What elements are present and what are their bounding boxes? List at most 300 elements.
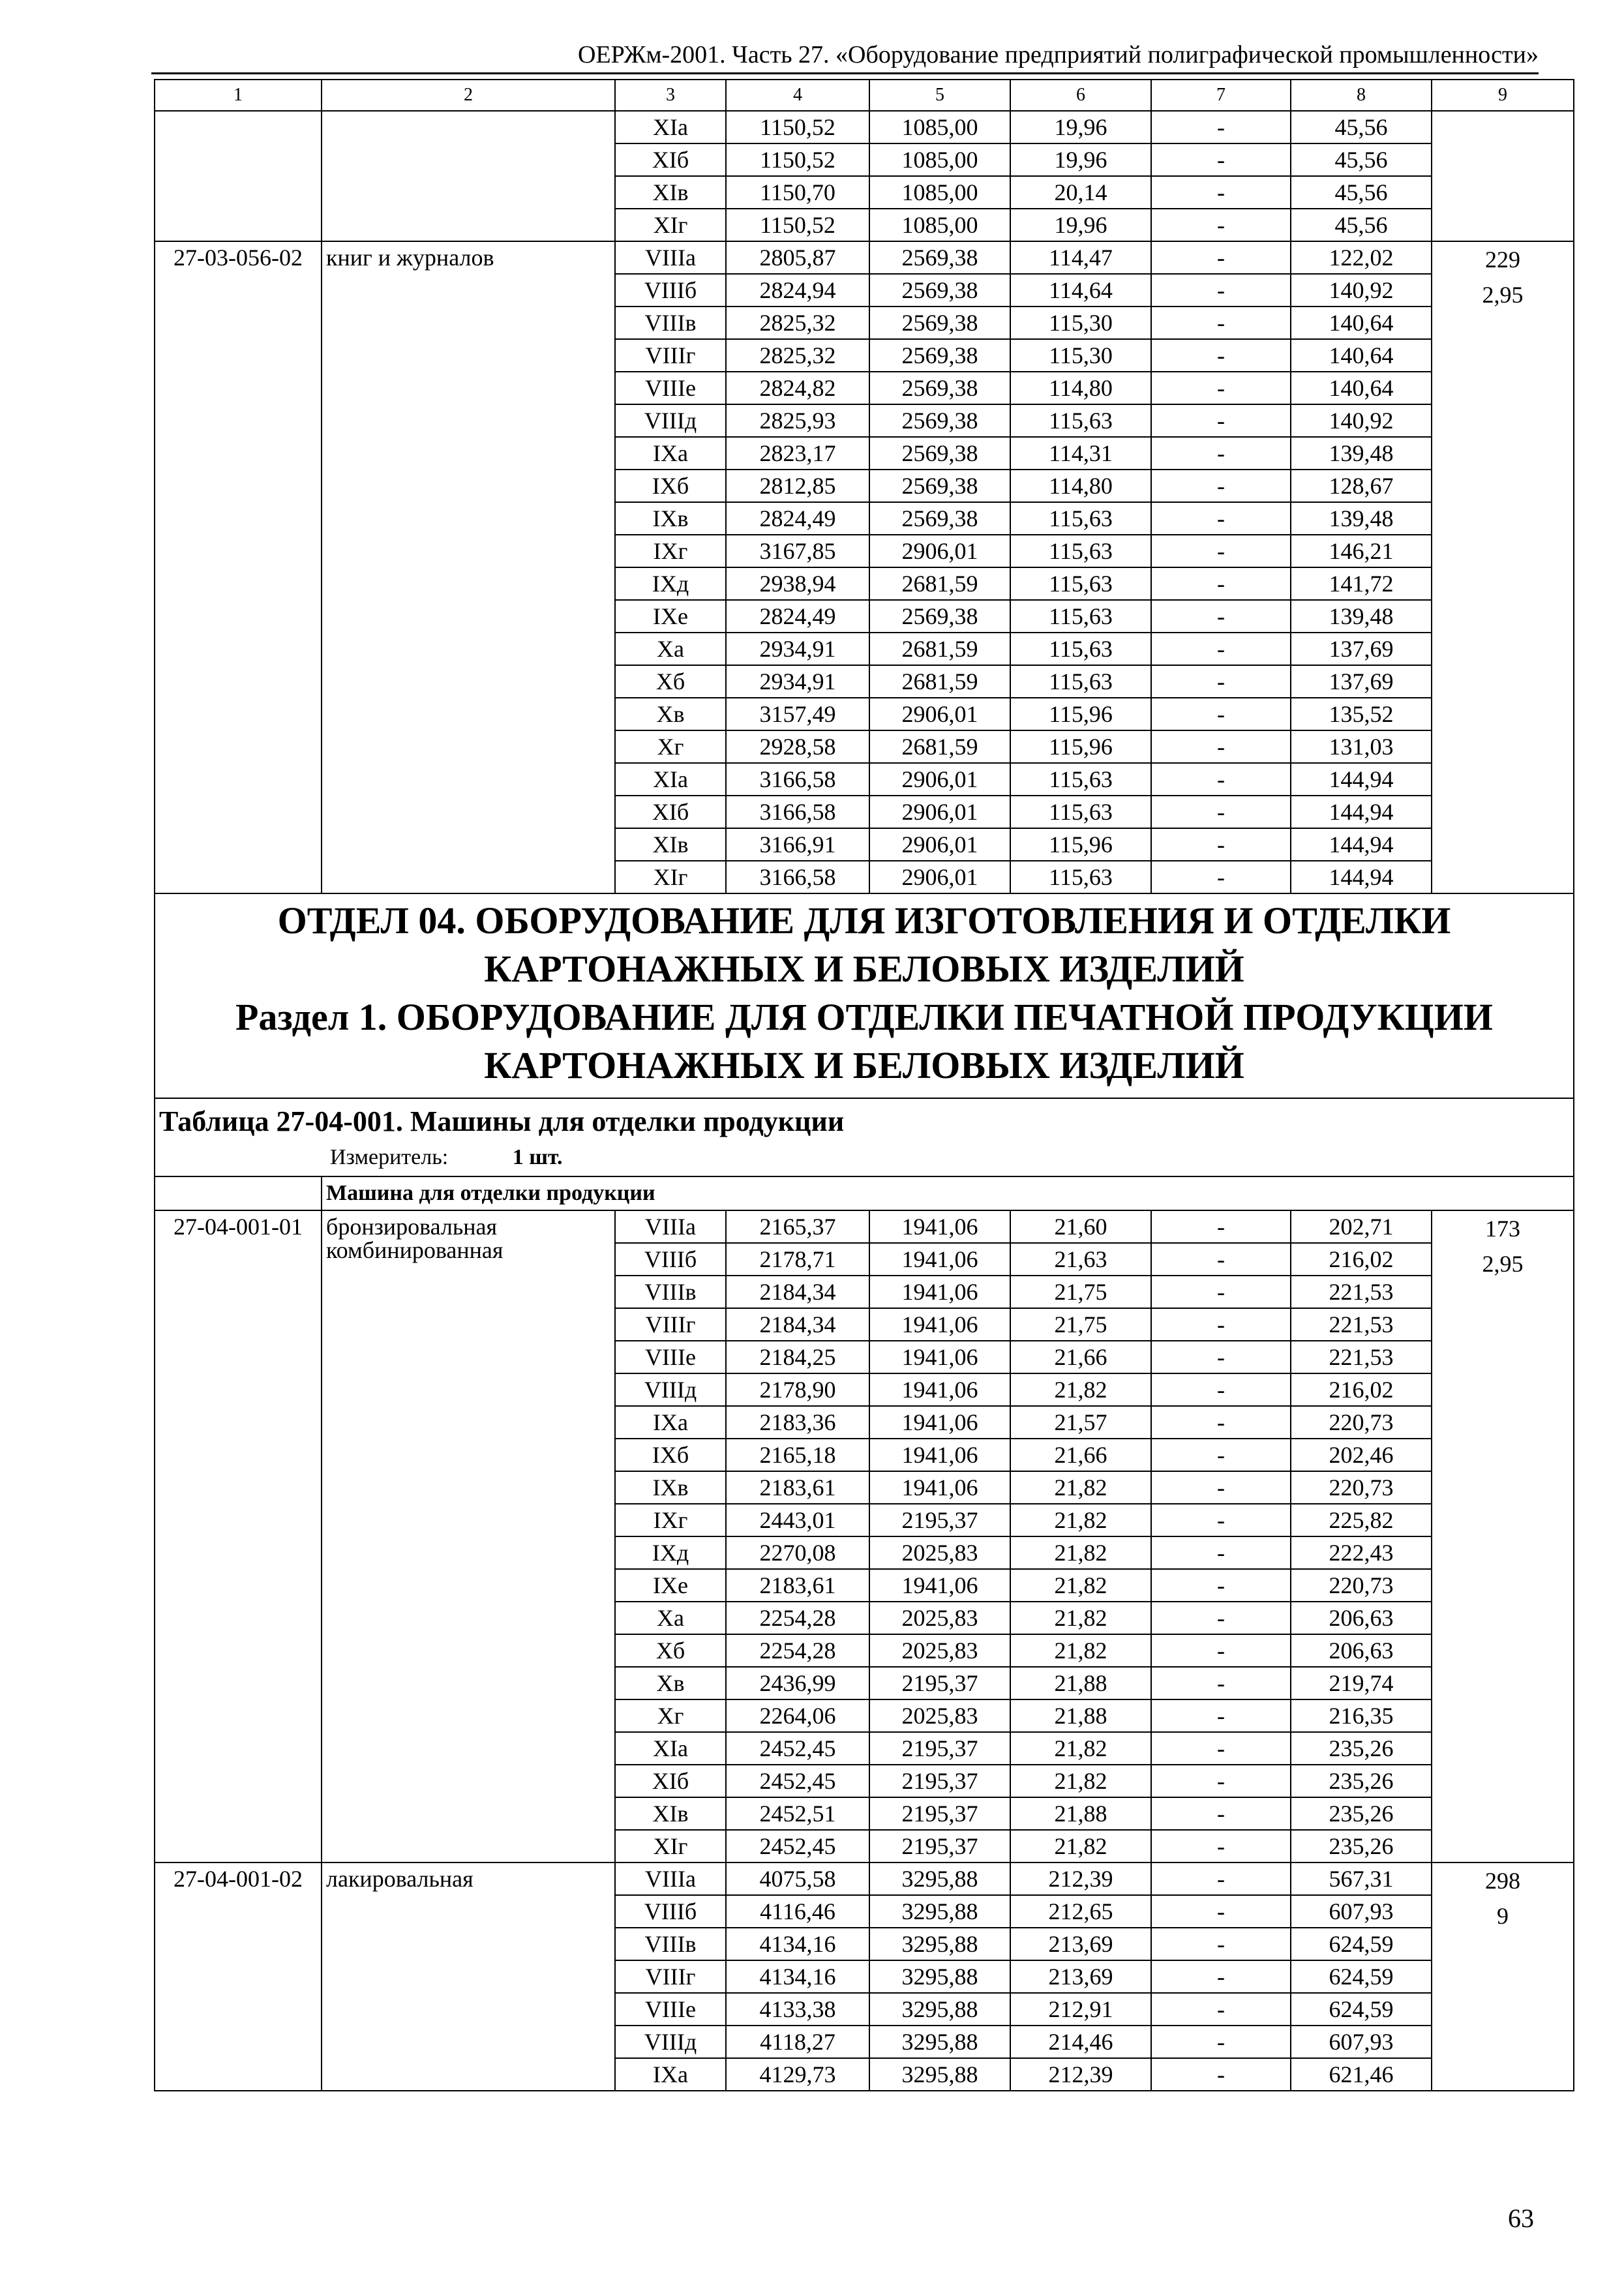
rate-value: 2,95: [1482, 1251, 1524, 1277]
table-cell: 21,82: [1010, 1504, 1151, 1536]
table-cell: -: [1151, 1602, 1291, 1634]
table-cell: -: [1151, 176, 1291, 209]
table-cell: VIIIд: [615, 2026, 726, 2058]
table-cell: 1150,52: [726, 143, 869, 176]
table-cell: -: [1151, 143, 1291, 176]
table-row: [155, 1210, 1574, 1243]
table-cell: XIа: [615, 1732, 726, 1765]
table-cell: 21,57: [1010, 1406, 1151, 1439]
measure-line: [155, 1142, 1573, 1176]
table-cell: -: [1151, 1373, 1291, 1406]
table-cell: XIа: [615, 763, 726, 796]
table-cell: VIIIб: [615, 274, 726, 307]
table-cell: 1150,52: [726, 209, 869, 241]
table-cell: 3166,91: [726, 828, 869, 861]
table-cell: 2681,59: [869, 567, 1010, 600]
table-cell: 139,48: [1291, 600, 1432, 633]
subheading: Машина для отделки продукции: [322, 1176, 1574, 1210]
table-cell: 144,94: [1291, 828, 1432, 861]
table-cell: 1941,06: [869, 1439, 1010, 1471]
table-cell: -: [1151, 1243, 1291, 1276]
table-cell: Xг: [615, 1699, 726, 1732]
table-cell: 2823,17: [726, 437, 869, 470]
table-cell: -: [1151, 763, 1291, 796]
table-cell: 115,63: [1010, 633, 1151, 665]
table-cell: 21,88: [1010, 1797, 1151, 1830]
table-cell: 45,56: [1291, 209, 1432, 241]
table-cell: 212,39: [1010, 1863, 1151, 1895]
table-cell: 4075,58: [726, 1863, 869, 1895]
table-cell: 115,63: [1010, 404, 1151, 437]
table-cell: -: [1151, 274, 1291, 307]
table-cell: 21,66: [1010, 1341, 1151, 1373]
table-cell: IXе: [615, 600, 726, 633]
table-cell: -: [1151, 1341, 1291, 1373]
table-cell: -: [1151, 535, 1291, 567]
table-cell: 115,63: [1010, 796, 1151, 828]
table-cell: -: [1151, 1634, 1291, 1667]
table-cell: XIг: [615, 861, 726, 893]
table-cell: 3166,58: [726, 796, 869, 828]
table-cell: 225,82: [1291, 1504, 1432, 1536]
section-heading: [155, 893, 1574, 1098]
table-cell: -: [1151, 1406, 1291, 1439]
table-cell: -: [1151, 1667, 1291, 1699]
table-cell: 2452,45: [726, 1765, 869, 1797]
section-heading-block: [155, 893, 1574, 1210]
table-cell: 2195,37: [869, 1667, 1010, 1699]
resource-name: книг и журналов: [322, 241, 615, 893]
rate-cell: [1432, 241, 1574, 893]
table-cell: 3295,88: [869, 1895, 1010, 1928]
section-title-line: КАРТОНАЖНЫХ И БЕЛОВЫХ ИЗДЕЛИЙ: [484, 948, 1244, 990]
table-cell: -: [1151, 1439, 1291, 1471]
table-cell: 21,66: [1010, 1439, 1151, 1471]
table-cell: 1085,00: [869, 143, 1010, 176]
rate-value: 173: [1485, 1216, 1520, 1242]
table-cell: VIIIв: [615, 1276, 726, 1308]
table-cell: VIIIа: [615, 1863, 726, 1895]
table-cell: 2825,32: [726, 307, 869, 339]
rates-table: [154, 79, 1574, 2091]
table-cell: 19,96: [1010, 209, 1151, 241]
table-cell: 4116,46: [726, 1895, 869, 1928]
table-cell: -: [1151, 567, 1291, 600]
table-cell: 139,48: [1291, 502, 1432, 535]
resource-code: [155, 111, 322, 241]
table-cell: 115,96: [1010, 698, 1151, 730]
table-cell: 206,63: [1291, 1634, 1432, 1667]
table-cell: 21,82: [1010, 1569, 1151, 1602]
table-cell: 1085,00: [869, 176, 1010, 209]
table-cell: 2025,83: [869, 1602, 1010, 1634]
table-cell: 202,71: [1291, 1210, 1432, 1243]
table-cell: 140,92: [1291, 404, 1432, 437]
measure-unit: 1 шт.: [512, 1145, 563, 1169]
table-cell: 21,88: [1010, 1699, 1151, 1732]
table-cell: 2436,99: [726, 1667, 869, 1699]
table-cell: 115,96: [1010, 730, 1151, 763]
table-cell: -: [1151, 1536, 1291, 1569]
table-title-cell: [155, 1098, 1574, 1176]
table-cell: 115,63: [1010, 600, 1151, 633]
table-cell: IXа: [615, 1406, 726, 1439]
table-cell: -: [1151, 1895, 1291, 1928]
column-number: 5: [869, 80, 1010, 111]
table-cell: 115,63: [1010, 763, 1151, 796]
table-cell: IXб: [615, 1439, 726, 1471]
table-cell: 1941,06: [869, 1569, 1010, 1602]
table-cell: -: [1151, 861, 1291, 893]
table-cell: 2178,71: [726, 1243, 869, 1276]
table-cell: 607,93: [1291, 2026, 1432, 2058]
table-cell: 115,63: [1010, 567, 1151, 600]
table-cell: 21,75: [1010, 1308, 1151, 1341]
subsection-title-line: КАРТОНАЖНЫХ И БЕЛОВЫХ ИЗДЕЛИЙ: [484, 1044, 1244, 1086]
table-cell: 2443,01: [726, 1504, 869, 1536]
table-cell: 220,73: [1291, 1471, 1432, 1504]
table-cell: 140,64: [1291, 372, 1432, 404]
table-cell: 1941,06: [869, 1243, 1010, 1276]
table-cell: 3295,88: [869, 1928, 1010, 1960]
table-cell: 2824,49: [726, 502, 869, 535]
table-cell: -: [1151, 633, 1291, 665]
table-cell: 3166,58: [726, 861, 869, 893]
table-body-bottom: [155, 1210, 1574, 2091]
table-cell: 21,82: [1010, 1602, 1151, 1634]
table-cell: 3295,88: [869, 1960, 1010, 1993]
table-cell: VIIIв: [615, 307, 726, 339]
table-cell: 20,14: [1010, 176, 1151, 209]
page-number: 63: [1508, 2204, 1534, 2233]
table-cell: 21,88: [1010, 1667, 1151, 1699]
table-cell: 19,96: [1010, 111, 1151, 143]
column-number: 8: [1291, 80, 1432, 111]
table-cell: VIIIг: [615, 1308, 726, 1341]
table-cell: 137,69: [1291, 633, 1432, 665]
table-cell: 2928,58: [726, 730, 869, 763]
table-cell: 624,59: [1291, 1928, 1432, 1960]
table-cell: 2025,83: [869, 1699, 1010, 1732]
table-cell: 4134,16: [726, 1928, 869, 1960]
table-cell: 114,47: [1010, 241, 1151, 274]
table-cell: 235,26: [1291, 1830, 1432, 1863]
table-cell: 114,64: [1010, 274, 1151, 307]
table-cell: 2195,37: [869, 1732, 1010, 1765]
table-cell: 2195,37: [869, 1504, 1010, 1536]
table-cell: -: [1151, 111, 1291, 143]
table-cell: XIб: [615, 143, 726, 176]
table-cell: -: [1151, 1765, 1291, 1797]
table-cell: 2025,83: [869, 1634, 1010, 1667]
table-cell: 2183,61: [726, 1569, 869, 1602]
table-cell: 144,94: [1291, 763, 1432, 796]
table-cell: 1941,06: [869, 1471, 1010, 1504]
table-cell: 607,93: [1291, 1895, 1432, 1928]
table-cell: -: [1151, 502, 1291, 535]
table-cell: VIIIв: [615, 1928, 726, 1960]
table-cell: -: [1151, 1928, 1291, 1960]
column-number: 7: [1151, 80, 1291, 111]
table-cell: -: [1151, 1276, 1291, 1308]
table-cell: 1941,06: [869, 1276, 1010, 1308]
table-cell: 221,53: [1291, 1308, 1432, 1341]
table-cell: 140,64: [1291, 307, 1432, 339]
table-cell: 1085,00: [869, 209, 1010, 241]
table-cell: 45,56: [1291, 176, 1432, 209]
measure-label: Измеритель:: [330, 1145, 449, 1169]
column-number: 3: [615, 80, 726, 111]
table-cell: 212,39: [1010, 2058, 1151, 2091]
table-cell: -: [1151, 307, 1291, 339]
table-cell: VIIIд: [615, 404, 726, 437]
table-cell: 2195,37: [869, 1830, 1010, 1863]
table-cell: 2569,38: [869, 307, 1010, 339]
table-cell: 45,56: [1291, 143, 1432, 176]
rate-value: 298: [1485, 1868, 1520, 1894]
table-cell: 624,59: [1291, 1993, 1432, 2026]
table-cell: 21,82: [1010, 1830, 1151, 1863]
table-cell: IXд: [615, 1536, 726, 1569]
table-cell: 2569,38: [869, 600, 1010, 633]
table-cell: -: [1151, 1699, 1291, 1732]
table-cell: 235,26: [1291, 1797, 1432, 1830]
table-cell: 1941,06: [869, 1341, 1010, 1373]
table-cell: IXа: [615, 2058, 726, 2091]
table-cell: IXв: [615, 502, 726, 535]
table-cell: -: [1151, 1830, 1291, 1863]
table-cell: 1941,06: [869, 1308, 1010, 1341]
table-cell: -: [1151, 1863, 1291, 1895]
table-cell: XIв: [615, 1797, 726, 1830]
table-cell: 235,26: [1291, 1732, 1432, 1765]
table-cell: 2165,37: [726, 1210, 869, 1243]
table-cell: 206,63: [1291, 1602, 1432, 1634]
column-number-row: [155, 80, 1574, 111]
table-cell: 115,63: [1010, 665, 1151, 698]
table-cell: -: [1151, 698, 1291, 730]
table-cell: 2812,85: [726, 470, 869, 502]
running-header: ОЕРЖм-2001. Часть 27. «Оборудование предприятий полиграфической промышленности»: [577, 41, 1539, 68]
table-cell: 1150,52: [726, 111, 869, 143]
table-cell: 146,21: [1291, 535, 1432, 567]
table-cell: Xб: [615, 665, 726, 698]
table-cell: 202,46: [1291, 1439, 1432, 1471]
table-cell: VIIIд: [615, 1373, 726, 1406]
subheading-row: [155, 1176, 1574, 1210]
table-cell: 144,94: [1291, 796, 1432, 828]
table-cell: 141,72: [1291, 567, 1432, 600]
table-cell: VIIIг: [615, 1960, 726, 1993]
table-cell: 212,65: [1010, 1895, 1151, 1928]
table-cell: 216,02: [1291, 1243, 1432, 1276]
table-cell: 140,92: [1291, 274, 1432, 307]
table-cell: XIг: [615, 209, 726, 241]
table-cell: 21,63: [1010, 1243, 1151, 1276]
table-cell: 219,74: [1291, 1667, 1432, 1699]
table-cell: 2569,38: [869, 470, 1010, 502]
table-cell: 21,75: [1010, 1276, 1151, 1308]
table-cell: -: [1151, 2026, 1291, 2058]
table-cell: -: [1151, 828, 1291, 861]
table-cell: 2825,93: [726, 404, 869, 437]
table-cell: 221,53: [1291, 1341, 1432, 1373]
table-cell: 2025,83: [869, 1536, 1010, 1569]
table-cell: IXе: [615, 1569, 726, 1602]
table-cell: VIIIе: [615, 372, 726, 404]
table-cell: 2264,06: [726, 1699, 869, 1732]
table-cell: 2165,18: [726, 1439, 869, 1471]
rate-cell: [1432, 1210, 1574, 1863]
table-cell: 2569,38: [869, 372, 1010, 404]
table-cell: 115,63: [1010, 502, 1151, 535]
resource-name: [322, 111, 615, 241]
table-cell: 2195,37: [869, 1797, 1010, 1830]
table-cell: IXг: [615, 1504, 726, 1536]
table-title-row: [155, 1098, 1574, 1176]
column-number: 9: [1432, 80, 1574, 111]
table-cell: 2569,38: [869, 339, 1010, 372]
table-cell: 114,80: [1010, 372, 1151, 404]
table-cell: 2825,32: [726, 339, 869, 372]
table-cell: Xа: [615, 633, 726, 665]
table-row: [155, 111, 1574, 143]
table-cell: 21,82: [1010, 1536, 1151, 1569]
table-cell: VIIIб: [615, 1895, 726, 1928]
table-cell: -: [1151, 665, 1291, 698]
rate-cell: [1432, 1863, 1574, 2091]
table-cell: VIIIе: [615, 1341, 726, 1373]
table-cell: 2906,01: [869, 763, 1010, 796]
table-cell: 212,91: [1010, 1993, 1151, 2026]
resource-code: 27-04-001-01: [155, 1210, 322, 1863]
table-cell: 2681,59: [869, 730, 1010, 763]
table-cell: IXб: [615, 470, 726, 502]
table-cell: 1941,06: [869, 1373, 1010, 1406]
table-cell: 235,26: [1291, 1765, 1432, 1797]
table-cell: VIIIа: [615, 241, 726, 274]
table-cell: -: [1151, 372, 1291, 404]
table-cell: 139,48: [1291, 437, 1432, 470]
table-cell: 131,03: [1291, 730, 1432, 763]
table-cell: 4118,27: [726, 2026, 869, 2058]
table-cell: 3167,85: [726, 535, 869, 567]
table-cell: -: [1151, 437, 1291, 470]
table-cell: 122,02: [1291, 241, 1432, 274]
header-rule: [151, 72, 1539, 74]
table-cell: 21,82: [1010, 1373, 1151, 1406]
table-cell: 2805,87: [726, 241, 869, 274]
table-cell: 567,31: [1291, 1863, 1432, 1895]
table-cell: 2906,01: [869, 828, 1010, 861]
table-cell: 2824,49: [726, 600, 869, 633]
table-cell: -: [1151, 600, 1291, 633]
table-cell: 2681,59: [869, 665, 1010, 698]
table-cell: 45,56: [1291, 111, 1432, 143]
table-cell: VIIIе: [615, 1993, 726, 2026]
table-cell: VIIIа: [615, 1210, 726, 1243]
rate-value: 9: [1497, 1903, 1509, 1929]
table-cell: XIв: [615, 176, 726, 209]
table-cell: 2254,28: [726, 1634, 869, 1667]
table-cell: Xг: [615, 730, 726, 763]
table-cell: Xв: [615, 1667, 726, 1699]
column-number: 2: [322, 80, 615, 111]
table-cell: -: [1151, 470, 1291, 502]
table-cell: -: [1151, 339, 1291, 372]
table-cell: XIа: [615, 111, 726, 143]
table-cell: 2681,59: [869, 633, 1010, 665]
subheading-spacer: [155, 1176, 322, 1210]
table-cell: -: [1151, 1504, 1291, 1536]
table-cell: 3295,88: [869, 1863, 1010, 1895]
table-cell: 216,02: [1291, 1373, 1432, 1406]
table-cell: 2934,91: [726, 633, 869, 665]
table-cell: -: [1151, 241, 1291, 274]
table-cell: 21,82: [1010, 1634, 1151, 1667]
table-cell: 21,82: [1010, 1732, 1151, 1765]
table-cell: 2178,90: [726, 1373, 869, 1406]
table-cell: XIб: [615, 1765, 726, 1797]
table-cell: 21,82: [1010, 1765, 1151, 1797]
table-cell: 135,52: [1291, 698, 1432, 730]
table-cell: 213,69: [1010, 1928, 1151, 1960]
table-cell: VIIIг: [615, 339, 726, 372]
table-cell: 19,96: [1010, 143, 1151, 176]
rate-value: 2,95: [1482, 282, 1524, 308]
table-cell: 216,35: [1291, 1699, 1432, 1732]
resource-code: 27-04-001-02: [155, 1863, 322, 2091]
rate-cell: [1432, 111, 1574, 241]
table-cell: 2906,01: [869, 861, 1010, 893]
table-cell: -: [1151, 1569, 1291, 1602]
table-cell: 21,60: [1010, 1210, 1151, 1243]
table-cell: -: [1151, 1732, 1291, 1765]
table-cell: 115,63: [1010, 535, 1151, 567]
table-cell: -: [1151, 2058, 1291, 2091]
table-cell: 1941,06: [869, 1210, 1010, 1243]
table-cell: 4133,38: [726, 1993, 869, 2026]
table-cell: 2183,36: [726, 1406, 869, 1439]
table-cell: 2270,08: [726, 1536, 869, 1569]
table-cell: -: [1151, 1308, 1291, 1341]
table-cell: 2906,01: [869, 698, 1010, 730]
table-cell: IXв: [615, 1471, 726, 1504]
table-cell: 144,94: [1291, 861, 1432, 893]
table-cell: 2824,82: [726, 372, 869, 404]
table-cell: -: [1151, 404, 1291, 437]
resource-code: 27-03-056-02: [155, 241, 322, 893]
table-cell: 2569,38: [869, 274, 1010, 307]
table-cell: 114,31: [1010, 437, 1151, 470]
table-cell: 2452,45: [726, 1830, 869, 1863]
table-cell: 2184,34: [726, 1308, 869, 1341]
table-cell: 2569,38: [869, 502, 1010, 535]
table-cell: 2906,01: [869, 796, 1010, 828]
table-cell: 2452,45: [726, 1732, 869, 1765]
table-cell: 221,53: [1291, 1276, 1432, 1308]
table-cell: IXд: [615, 567, 726, 600]
table-cell: 220,73: [1291, 1569, 1432, 1602]
table-cell: 3157,49: [726, 698, 869, 730]
column-number: 4: [726, 80, 869, 111]
table-cell: -: [1151, 1797, 1291, 1830]
table-cell: 3295,88: [869, 2058, 1010, 2091]
table-cell: -: [1151, 1993, 1291, 2026]
table-cell: 21,82: [1010, 1471, 1151, 1504]
table-cell: VIIIб: [615, 1243, 726, 1276]
table-cell: -: [1151, 1960, 1291, 1993]
